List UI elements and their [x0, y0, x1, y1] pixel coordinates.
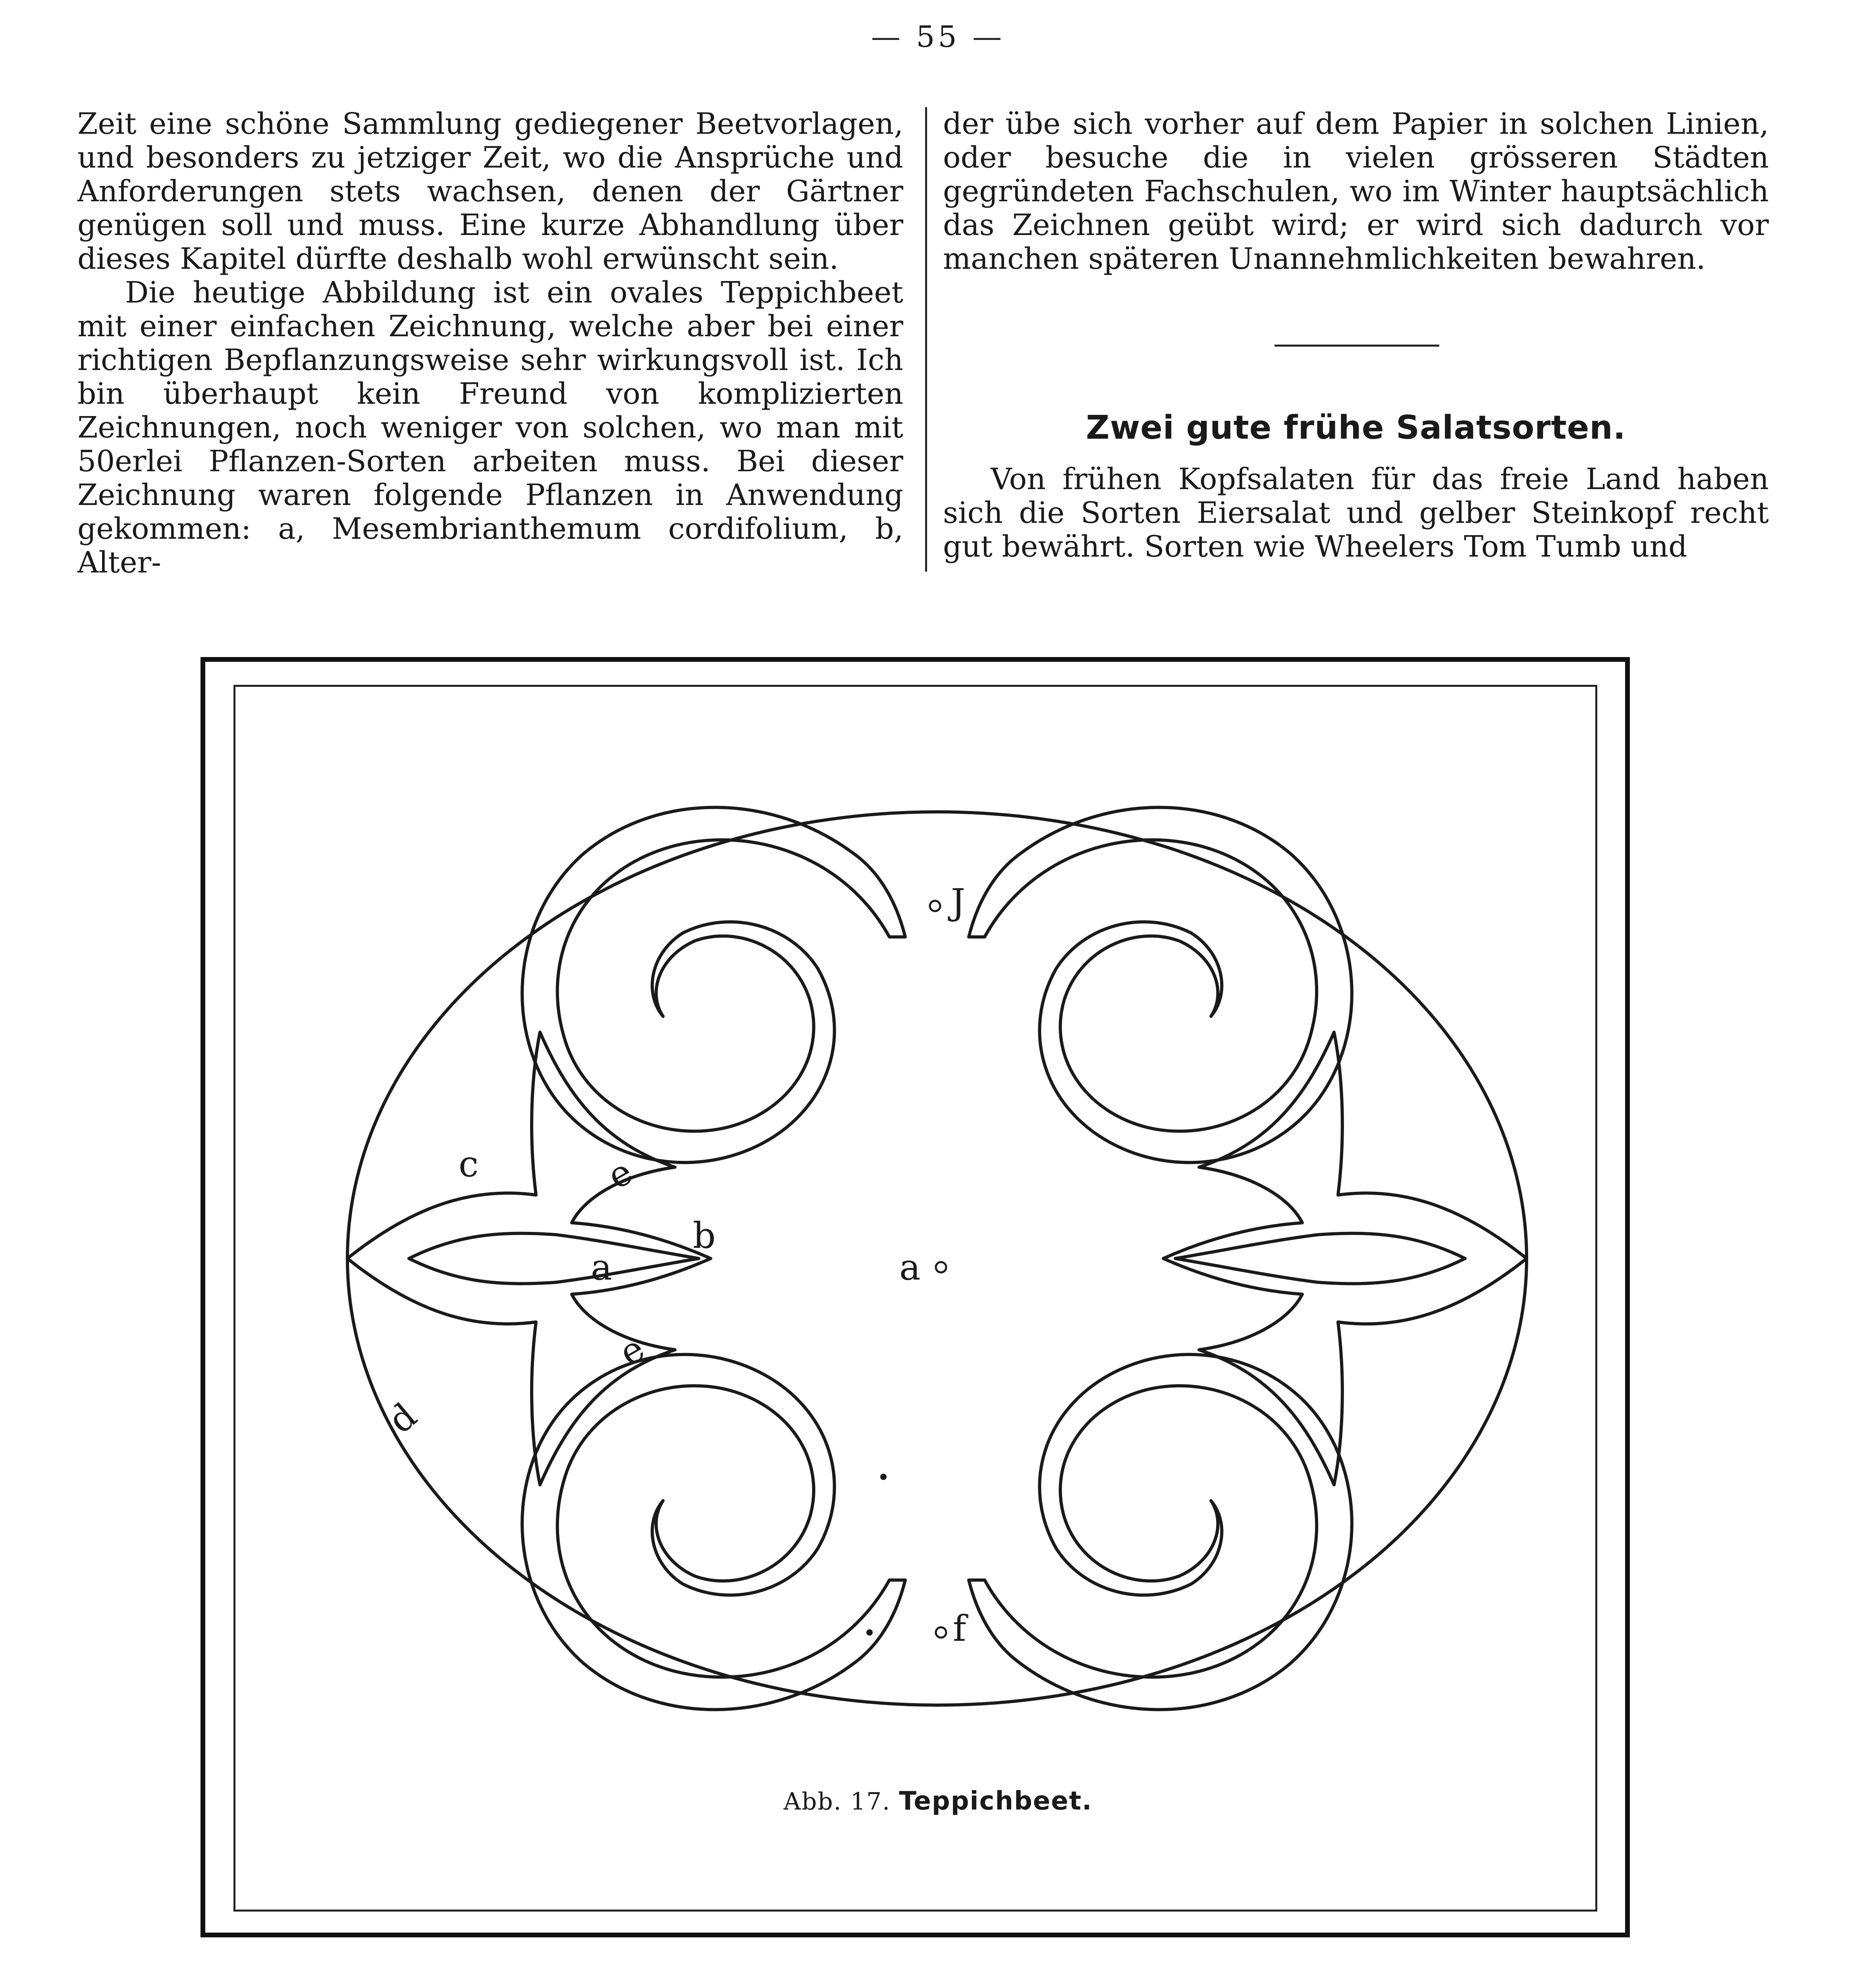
paragraph: Die heutige Abbildung ist ein ovales Teppichbeet mit einer einfachen Zeichnung, welche aber bei einer richtigen Bepflanzungsweise sehr wirkungsvoll ist. Ich bin überhaupt kein Freund von komplizierten Zeichnungen, noch weniger von solchen, wo man mit 50erlei Pflanzen-Sorten arbeiten muss. Bei dieser Zeichnung waren folgende Pflanzen in Anwendung gekommen: a, Mesembrianthemum cordifolium, b, Alter- [77, 276, 903, 580]
paragraph: Von frühen Kopfsalaten für das freie Land haben sich die Sorten Eiersalat und gelber Steinkopf recht gut bewährt. Sorten wie Wheelers Tom Tumb und [943, 462, 1769, 564]
label-a-left: a [591, 1247, 612, 1288]
label-f: f [953, 1608, 966, 1650]
caption-prefix: Abb. 17. [783, 1788, 891, 1815]
label-b: b [693, 1215, 716, 1257]
article-heading: Zwei gute frühe Salatsorten. [1086, 409, 1626, 447]
label-d: d [380, 1395, 425, 1442]
label-a-center: a [899, 1247, 921, 1288]
paragraph: Zeit eine schöne Sammlung gediegener Beetvorlagen, und besonders zu jetziger Zeit, wo die Ansprüche und Anforderungen stets wachsen, denen der Gärtner genügen soll und muss. Eine kurze Abhandlung über dieses Kapitel dürfte deshalb wohl erwünscht sein. [77, 107, 903, 276]
paragraph: der übe sich vorher auf dem Papier in solchen Linien, oder besuche die in vielen grösseren Städten gegründeten Fachschulen, wo im Winter hauptsächlich das Zeichnen geübt wird; er wird sich dadurch vor manchen späteren Unannehmlichkeiten bewahren. [943, 107, 1769, 276]
label-j: J [951, 881, 966, 923]
figure-caption [0, 1786, 1876, 1816]
label-c: c [459, 1143, 479, 1185]
label-e-upper: e [600, 1151, 640, 1198]
caption-title: Teppichbeet. [899, 1786, 1093, 1816]
page-number: — 55 — [871, 20, 1005, 54]
label-e-lower: e [612, 1327, 652, 1374]
